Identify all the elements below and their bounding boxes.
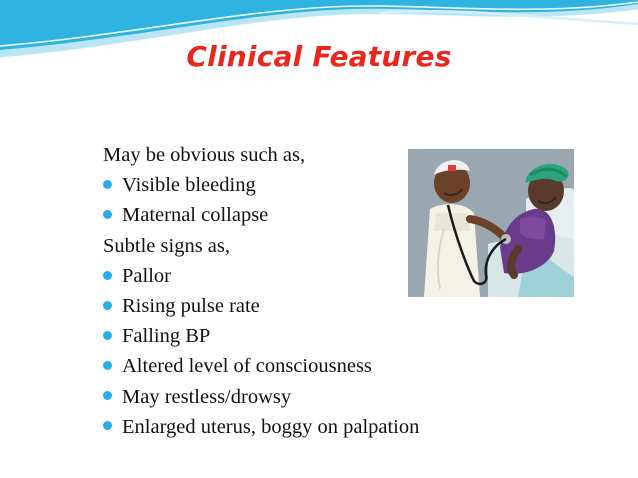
list-item: Subtle signs as, [103, 234, 230, 257]
list-item: May restless/drowsy [103, 382, 419, 412]
list-item: Falling BP [103, 321, 419, 351]
list-item: Visible bleeding [103, 170, 419, 200]
slide-title: Clinical Features [186, 40, 452, 73]
list-item: Pallor [103, 261, 419, 291]
list-item: Maternal collapse [103, 200, 419, 230]
list-item: Enlarged uterus, boggy on palpation [103, 412, 419, 442]
list-item: Rising pulse rate [103, 291, 419, 321]
doctor-examining-patient-illustration [408, 149, 574, 297]
feature-list [103, 140, 419, 442]
list-item: Altered level of consciousness [103, 351, 419, 381]
list-item: May be obvious such as, [103, 144, 306, 166]
